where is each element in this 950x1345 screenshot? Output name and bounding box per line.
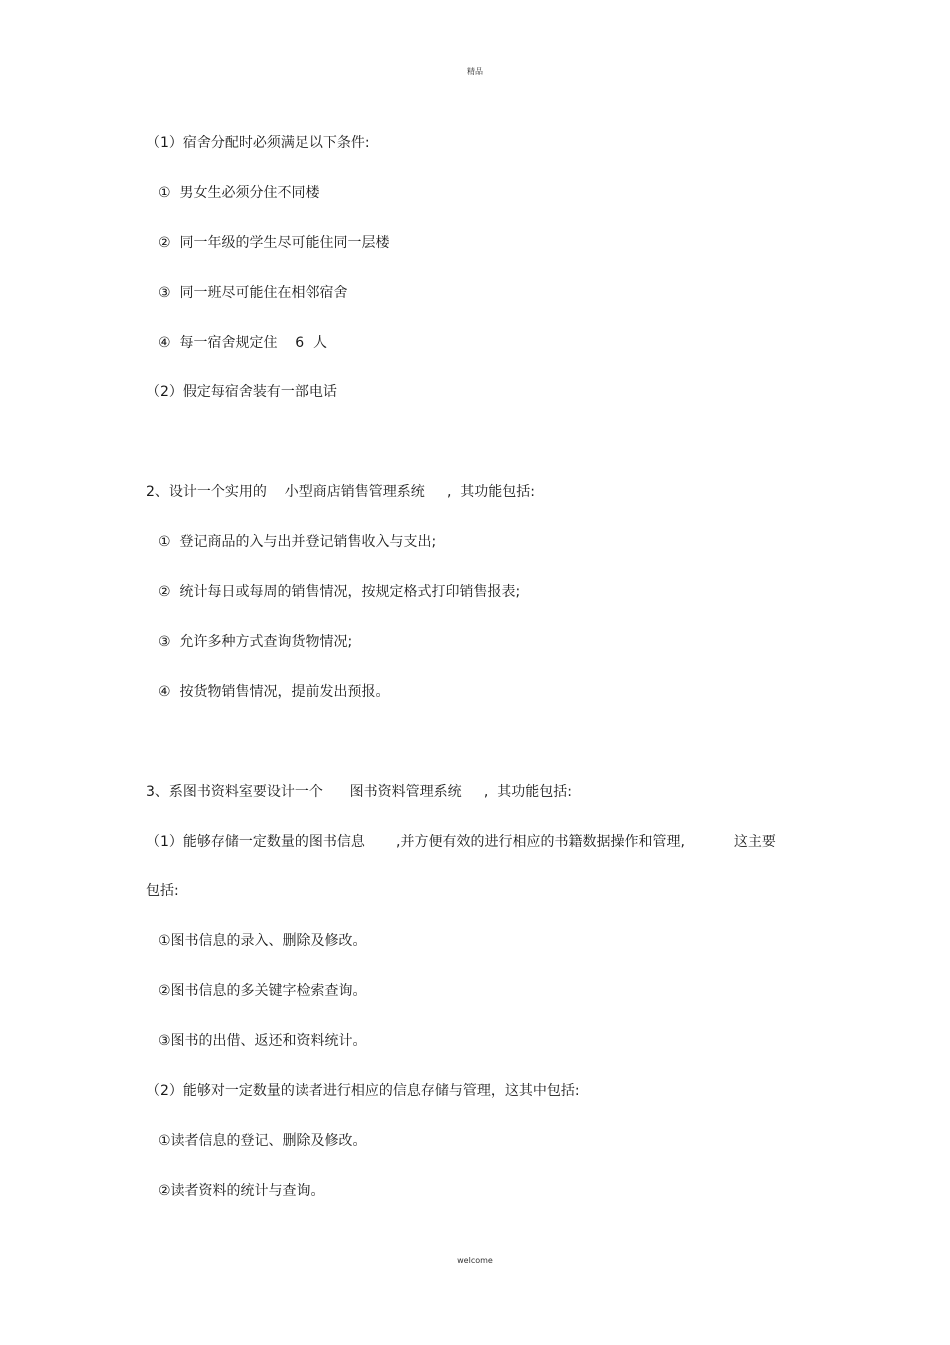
page-footer: welcome — [457, 1256, 493, 1265]
line-library-book-item-2: ②图书信息的多关键字检索查询。 — [158, 983, 367, 999]
line-shop-item-2: ② 统计每日或每周的销售情况，按规定格式打印销售报表; — [158, 584, 521, 600]
line-dorm-item-1: ① 男女生必须分住不同楼 — [158, 185, 320, 201]
line-shop-item-4: ④ 按货物销售情况，提前发出预报。 — [158, 684, 390, 700]
line-library-reader-item-2: ②读者资料的统计与查询。 — [158, 1183, 325, 1199]
line-dorm-item-2: ② 同一年级的学生尽可能住同一层楼 — [158, 235, 390, 251]
line-dorm-phone: （2）假定每宿舍装有一部电话 — [146, 384, 337, 400]
line-dorm-item-4: ④ 每一宿舍规定住 6 人 — [158, 335, 328, 351]
line-library-book-item-1: ①图书信息的录入、删除及修改。 — [158, 933, 367, 949]
line-dorm-item-3: ③ 同一班尽可能住在相邻宿舍 — [158, 285, 348, 301]
line-library-book-info: （1）能够存储一定数量的图书信息 ,并方便有效的进行相应的书籍数据操作和管理, 这主要 — [146, 834, 776, 850]
line-shop-item-3: ③ 允许多种方式查询货物情况; — [158, 634, 353, 650]
line-library-includes: 包括: — [146, 883, 179, 899]
line-library-readers: （2）能够对一定数量的读者进行相应的信息存储与管理，这其中包括: — [146, 1083, 580, 1099]
line-dorm-conditions: （1）宿舍分配时必须满足以下条件: — [146, 135, 370, 151]
line-shop-item-1: ① 登记商品的入与出并登记销售收入与支出; — [158, 534, 437, 550]
line-shop-title: 2、设计一个实用的 小型商店销售管理系统 , 其功能包括: — [146, 484, 536, 500]
line-library-reader-item-1: ①读者信息的登记、删除及修改。 — [158, 1133, 367, 1149]
page-header: 精品 — [467, 67, 483, 76]
line-library-book-item-3: ③图书的出借、返还和资料统计。 — [158, 1033, 367, 1049]
line-library-title: 3、系图书资料室要设计一个 图书资料管理系统 , 其功能包括: — [146, 784, 572, 800]
